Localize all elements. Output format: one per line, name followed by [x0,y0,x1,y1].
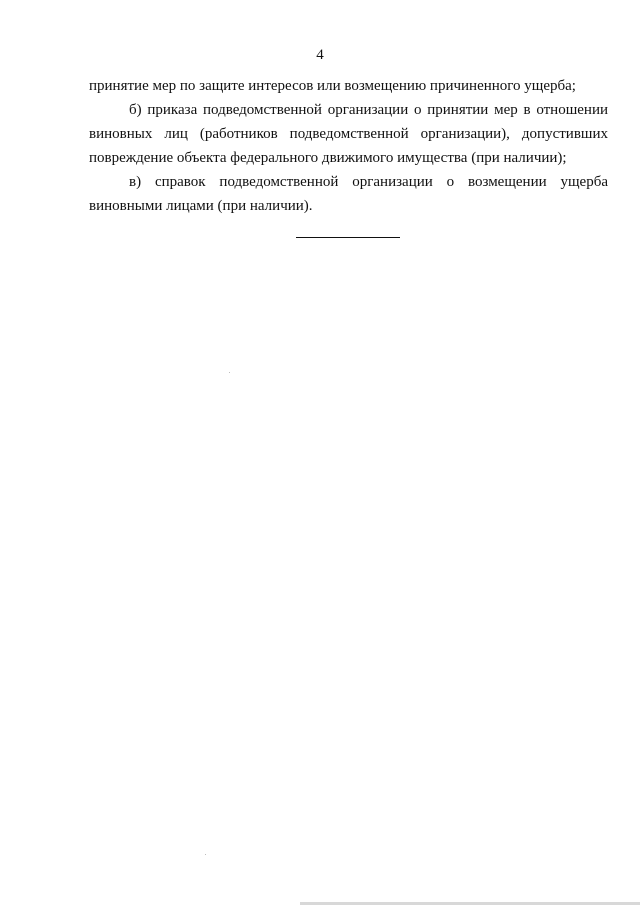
document-body [89,74,608,218]
item-b-line-2: виновных лиц (работников подведомственной организации), допустивших [89,126,608,142]
scan-speck [229,372,230,373]
item-v-line-1: в) справок подведомственной организации о возмещении ущерба [129,174,608,190]
text-line-1: принятие мер по защите интересов или возмещению причиненного ущерба; [89,78,576,94]
page-number: 4 [316,47,324,63]
item-v-line-2: виновными лицами (при наличии). [89,198,313,214]
end-of-text-rule [296,237,400,238]
item-b-line-1: б) приказа подведомственной организации о принятии мер в отношении [129,102,608,118]
scan-speck [205,854,206,855]
item-b-line-3: повреждение объекта федерального движимого имущества (при наличии); [89,150,567,166]
